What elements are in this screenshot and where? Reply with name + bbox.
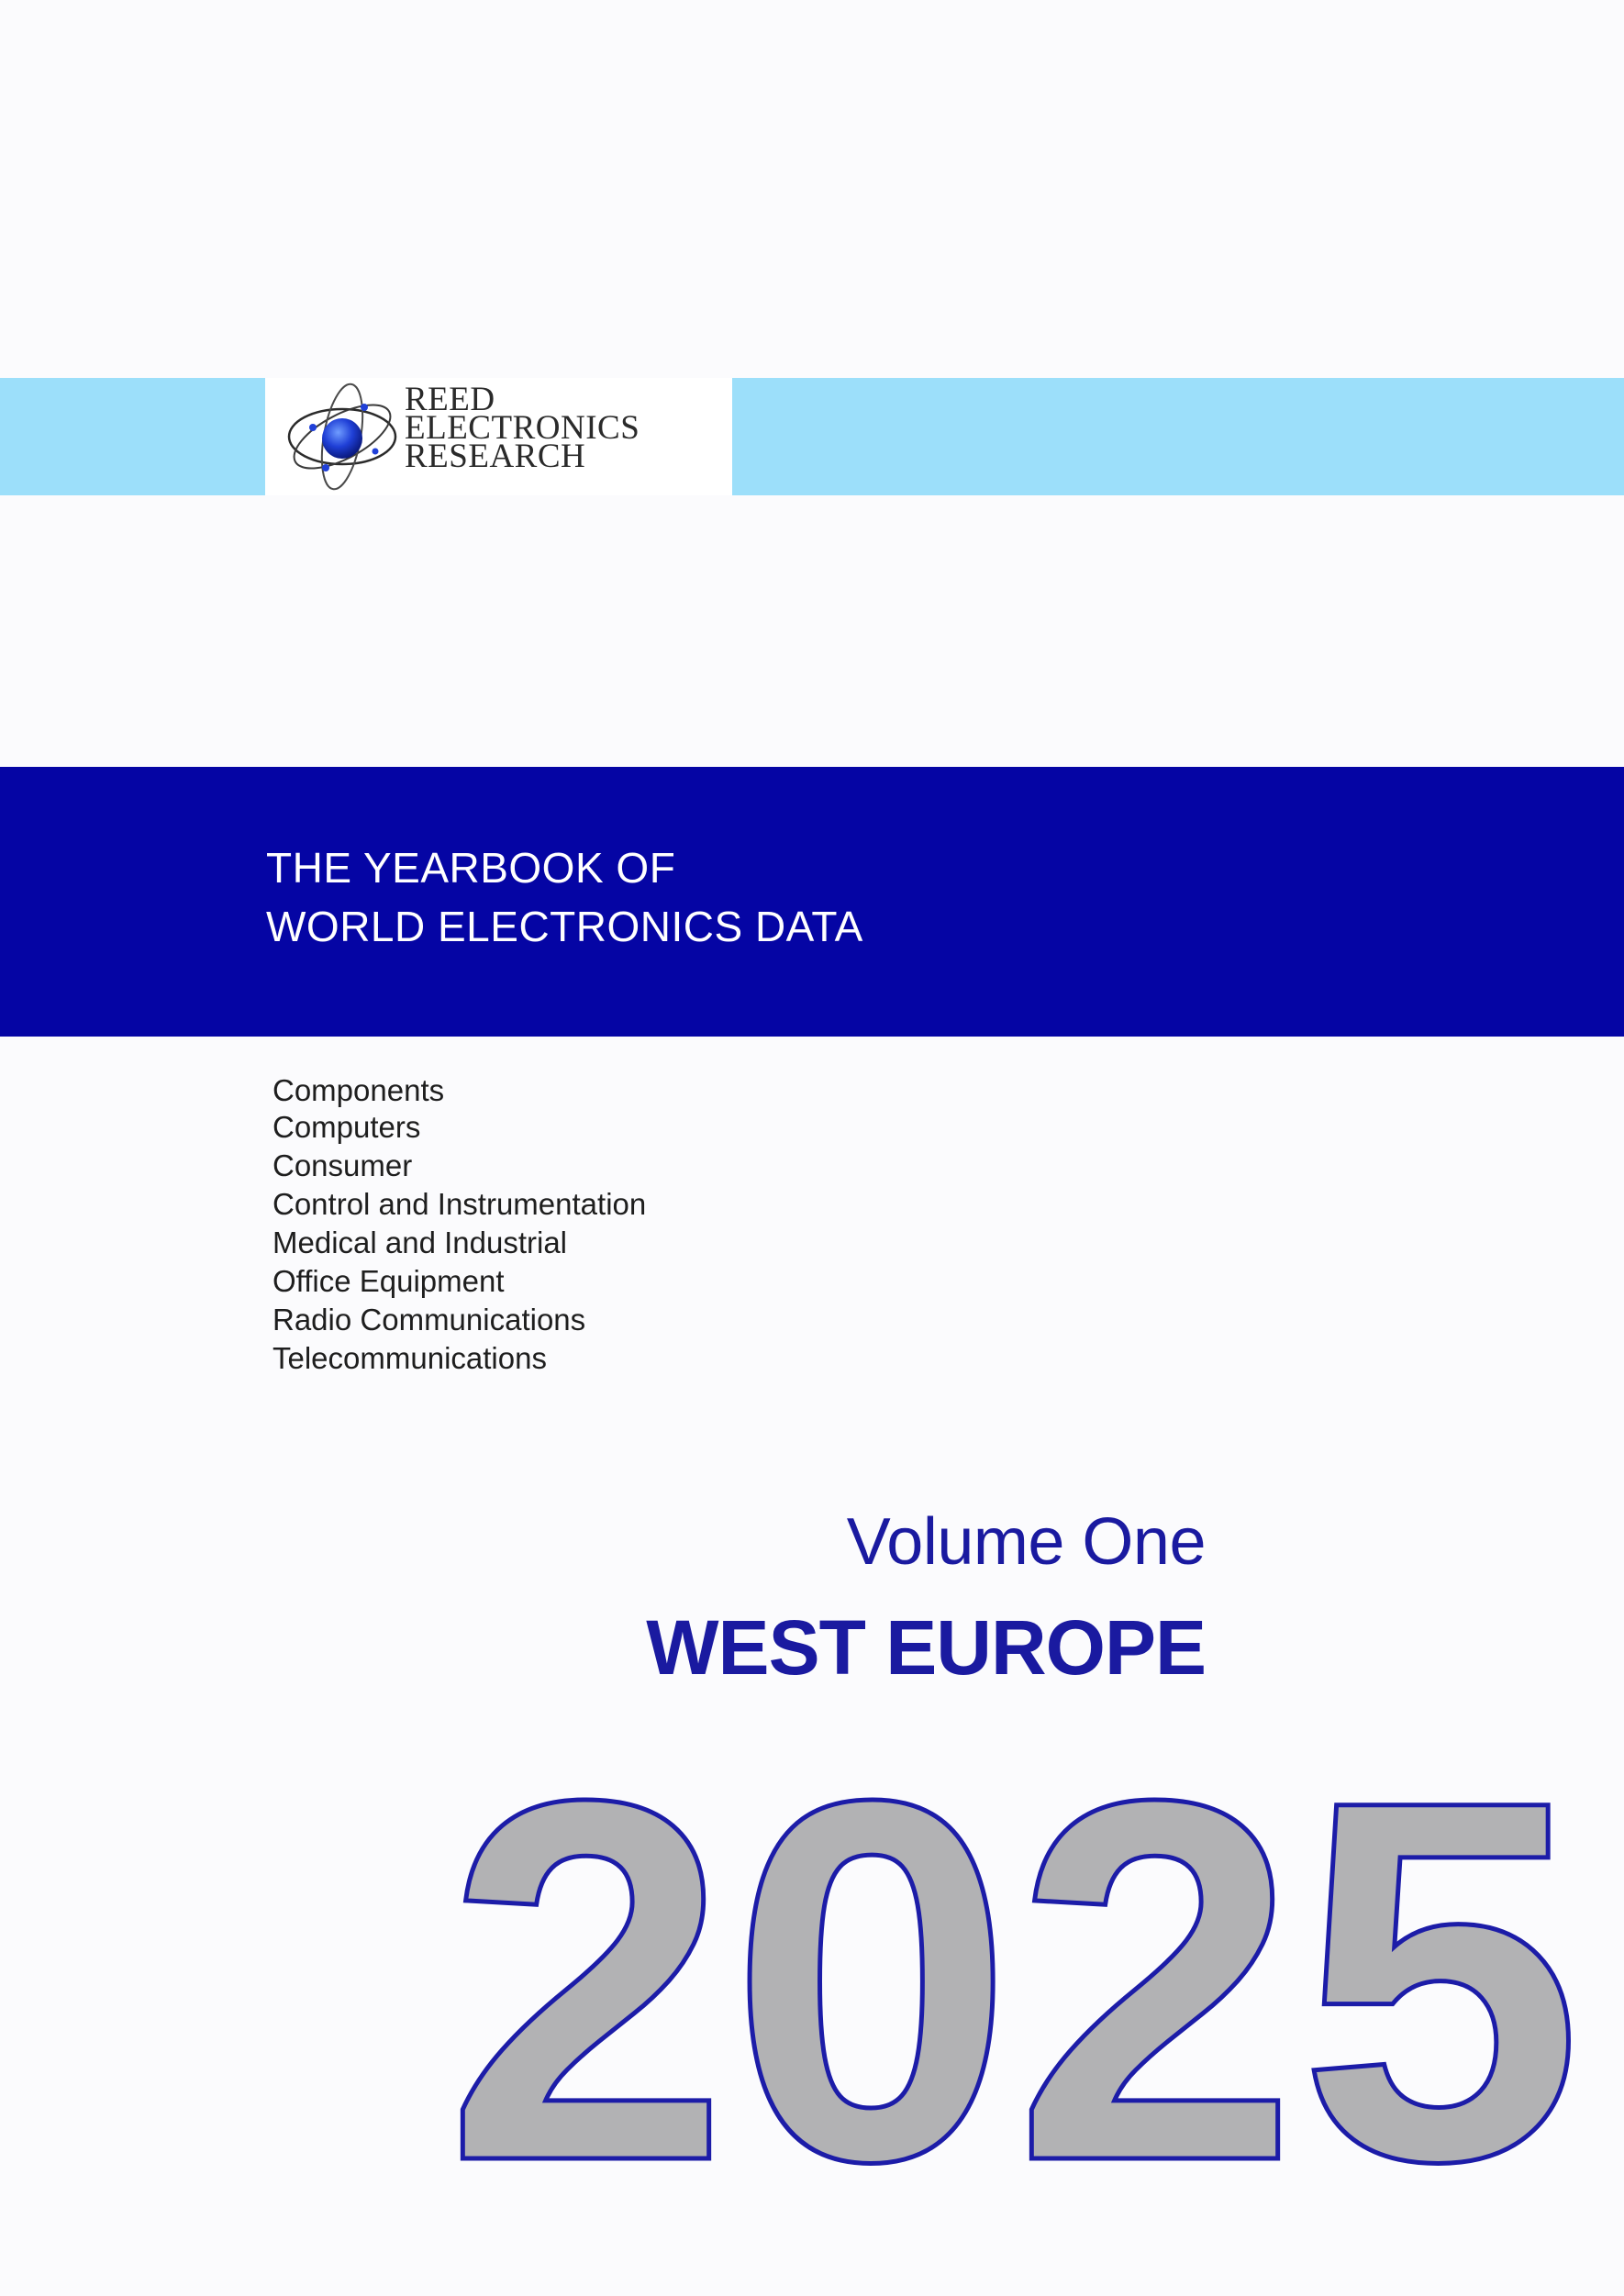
- atom-globe-icon: [285, 380, 399, 494]
- document-title: [266, 838, 863, 956]
- logo-line-1: REED: [405, 381, 495, 418]
- title-line-2: WORLD ELECTRONICS DATA: [266, 903, 863, 950]
- title-line-1: THE YEARBOOK OF: [266, 844, 676, 892]
- year-display: [422, 1711, 1624, 2206]
- top-band-left: [0, 378, 265, 495]
- category-list: [273, 1073, 646, 1378]
- category-item: Medical and Industrial: [273, 1226, 568, 1259]
- category-item: Components: [273, 1073, 445, 1107]
- publisher-logo: [265, 378, 732, 495]
- category-item: Computers: [273, 1110, 421, 1144]
- logo-line-3: RESEARCH: [405, 438, 586, 475]
- category-item: Telecommunications: [273, 1341, 547, 1375]
- category-item: Office Equipment: [273, 1264, 505, 1298]
- volume-label: Volume One: [846, 1505, 1206, 1579]
- category-item: Consumer: [273, 1148, 413, 1182]
- category-item: Radio Communications: [273, 1303, 586, 1337]
- year-text: 2025: [445, 1711, 1583, 2206]
- top-band-right: [732, 378, 1624, 495]
- publisher-name: [405, 381, 640, 475]
- region-label: WEST EUROPE: [646, 1604, 1206, 1691]
- category-item: Control and Instrumentation: [273, 1187, 647, 1221]
- logo-line-2: ELECTRONICS: [405, 409, 640, 447]
